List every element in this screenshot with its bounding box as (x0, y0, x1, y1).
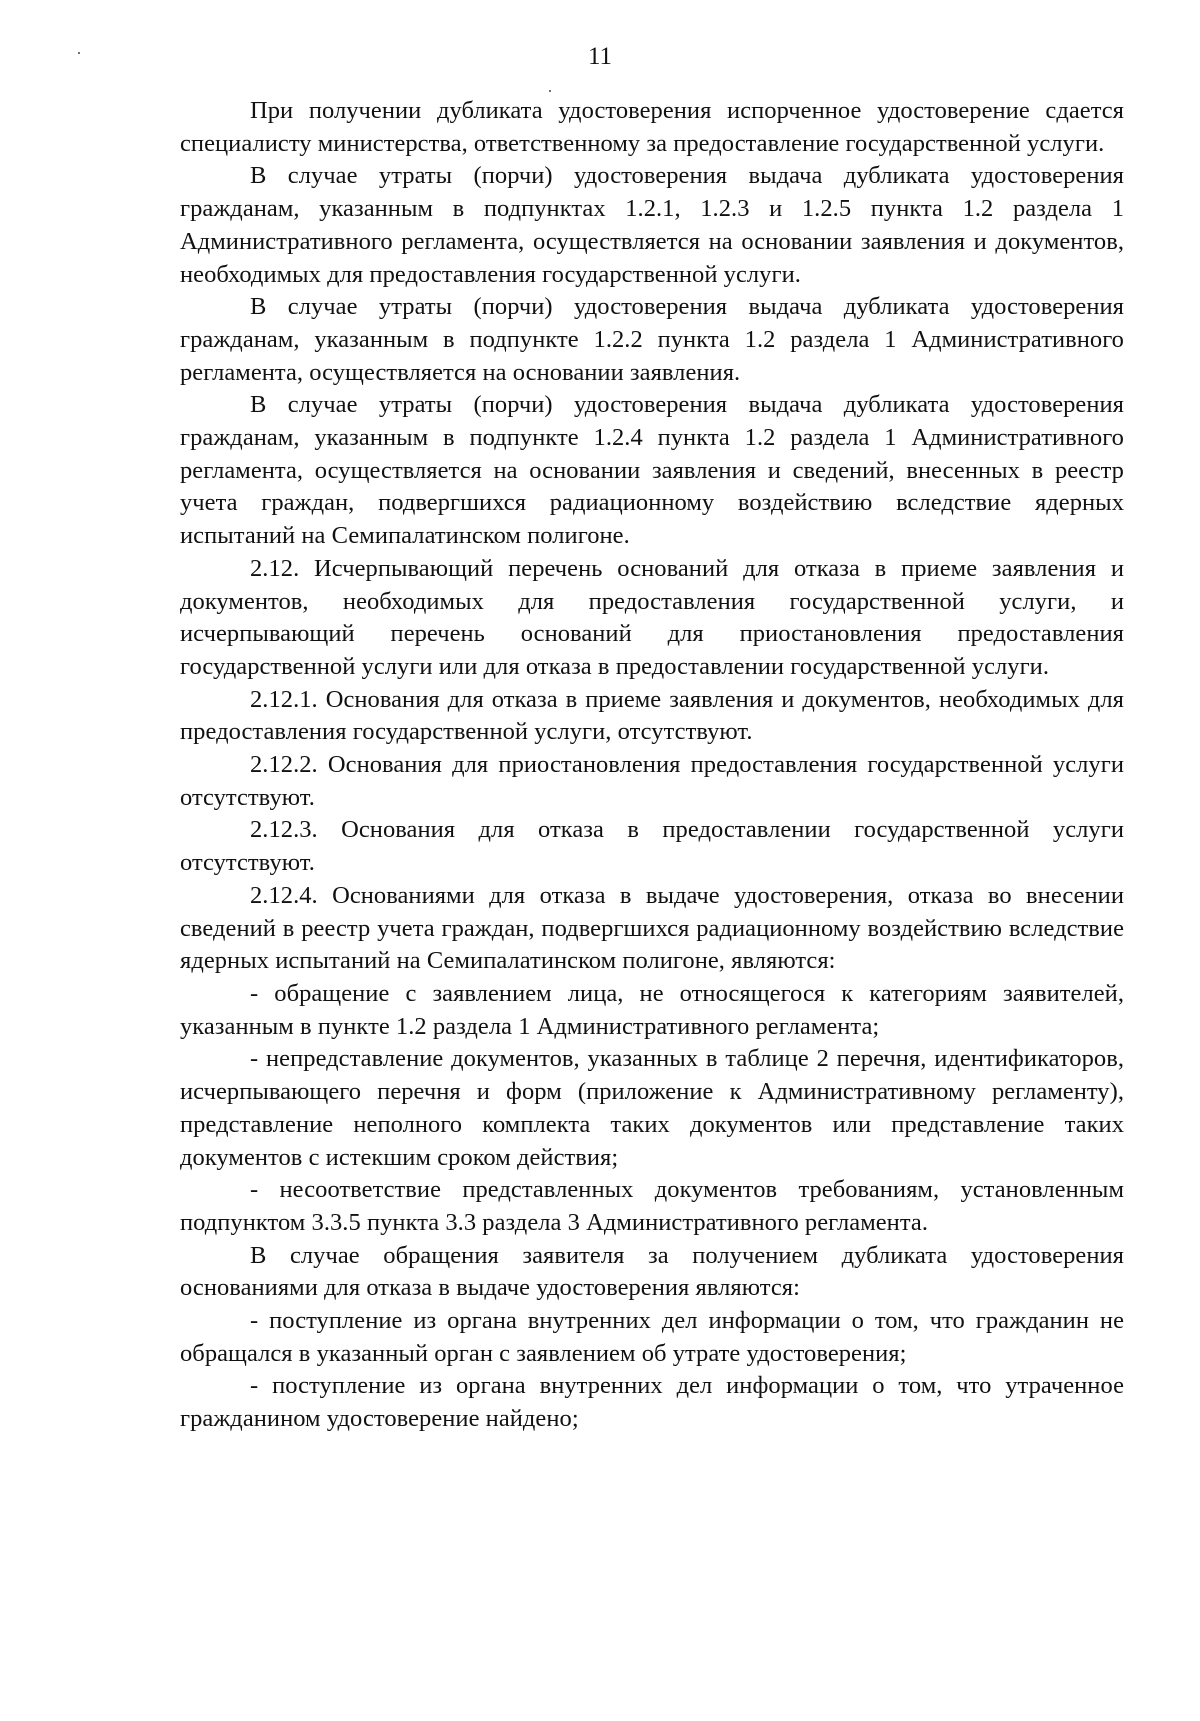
scan-speck (549, 90, 551, 92)
list-item-refusal-requirements: - несоответствие представленных документов требованиям, установленным подпунктом 3.3.5 пункта 3.3 раздела 3 Административного регламента. (180, 1176, 1124, 1236)
paragraph-section-2-12-1: 2.12.1. Основания для отказа в приеме заявления и документов, необходимых для предоставления государственной услуги, отсутствуют. (180, 685, 1124, 746)
paragraph-damaged-certificate-handover: При получении дубликата удостоверения испорченное удостоверение сдается специалисту министерства, ответственному за предоставление государственной услуги. (180, 97, 1124, 157)
paragraph-duplicate-loss-1-2-1: В случае утраты (порчи) удостоверения выдача дубликата удостоверения гражданам, указанным в подпунктах 1.2.1, 1.2.3 и 1.2.5 пункта 1.2 раздела 1 Административного регламента, осуществляется на основании заявления и документов, необходимых для предоставления государственной услуги. (180, 162, 1124, 288)
list-item-police-no-report: - поступление из органа внутренних дел информации о том, что гражданин не обращался в указанный орган с заявлением об утрате удостоверения; (180, 1307, 1124, 1367)
list-item-refusal-documents: - непредставление документов, указанных в таблице 2 перечня, идентификаторов, исчерпывающего перечня и форм (приложение к Административному регламенту), представление неполного комплекта таких документов или представление таких документов с истекшим сроком действия; (180, 1045, 1124, 1171)
paragraph-duplicate-loss-1-2-2: В случае утраты (порчи) удостоверения выдача дубликата удостоверения гражданам, указанным в подпункте 1.2.2 пункта 1.2 раздела 1 Административного регламента, осуществляется на основании заявления. (180, 293, 1124, 386)
paragraph-duplicate-loss-1-2-4: В случае утраты (порчи) удостоверения выдача дубликата удостоверения гражданам, указанным в подпункте 1.2.4 пункта 1.2 раздела 1 Административного регламента, осуществляется на основании заявления и сведений, внесенных в реестр учета граждан, подвергшихся радиационному воздействию вследствие ядерных испытаний на Семипалатинском полигоне. (180, 391, 1124, 550)
list-item-refusal-category: - обращение с заявлением лица, не относящегося к категориям заявителей, указанным в пункте 1.2 раздела 1 Административного регламента; (180, 979, 1124, 1040)
paragraph-section-2-12: 2.12. Исчерпывающий перечень оснований для отказа в приеме заявления и документов, необходимых для предоставления государственной услуги, и исчерпывающий перечень оснований для приостановления предоставления государственной услуги или для отказа в предоставлении государственной услуги. (180, 554, 1124, 680)
page-number: 11 (587, 43, 613, 70)
paragraph-section-2-12-2: 2.12.2. Основания для приостановления предоставления государственной услуги отсутствуют. (180, 751, 1124, 811)
paragraph-duplicate-refusal-grounds: В случае обращения заявителя за получением дубликата удостоверения основаниями для отказа в выдаче удостоверения являются: (180, 1241, 1124, 1302)
paragraph-section-2-12-3: 2.12.3. Основания для отказа в предоставлении государственной услуги отсутствуют. (180, 816, 1124, 877)
document-body (180, 95, 1124, 1436)
list-item-certificate-found: - поступление из органа внутренних дел информации о том, что утраченное гражданином удостоверение найдено; (180, 1372, 1124, 1433)
paragraph-section-2-12-4: 2.12.4. Основаниями для отказа в выдаче удостоверения, отказа во внесении сведений в реестр учета граждан, подвергшихся радиационному воздействию вследствие ядерных испытаний на Семипалатинском полигоне, являются: (180, 881, 1124, 975)
